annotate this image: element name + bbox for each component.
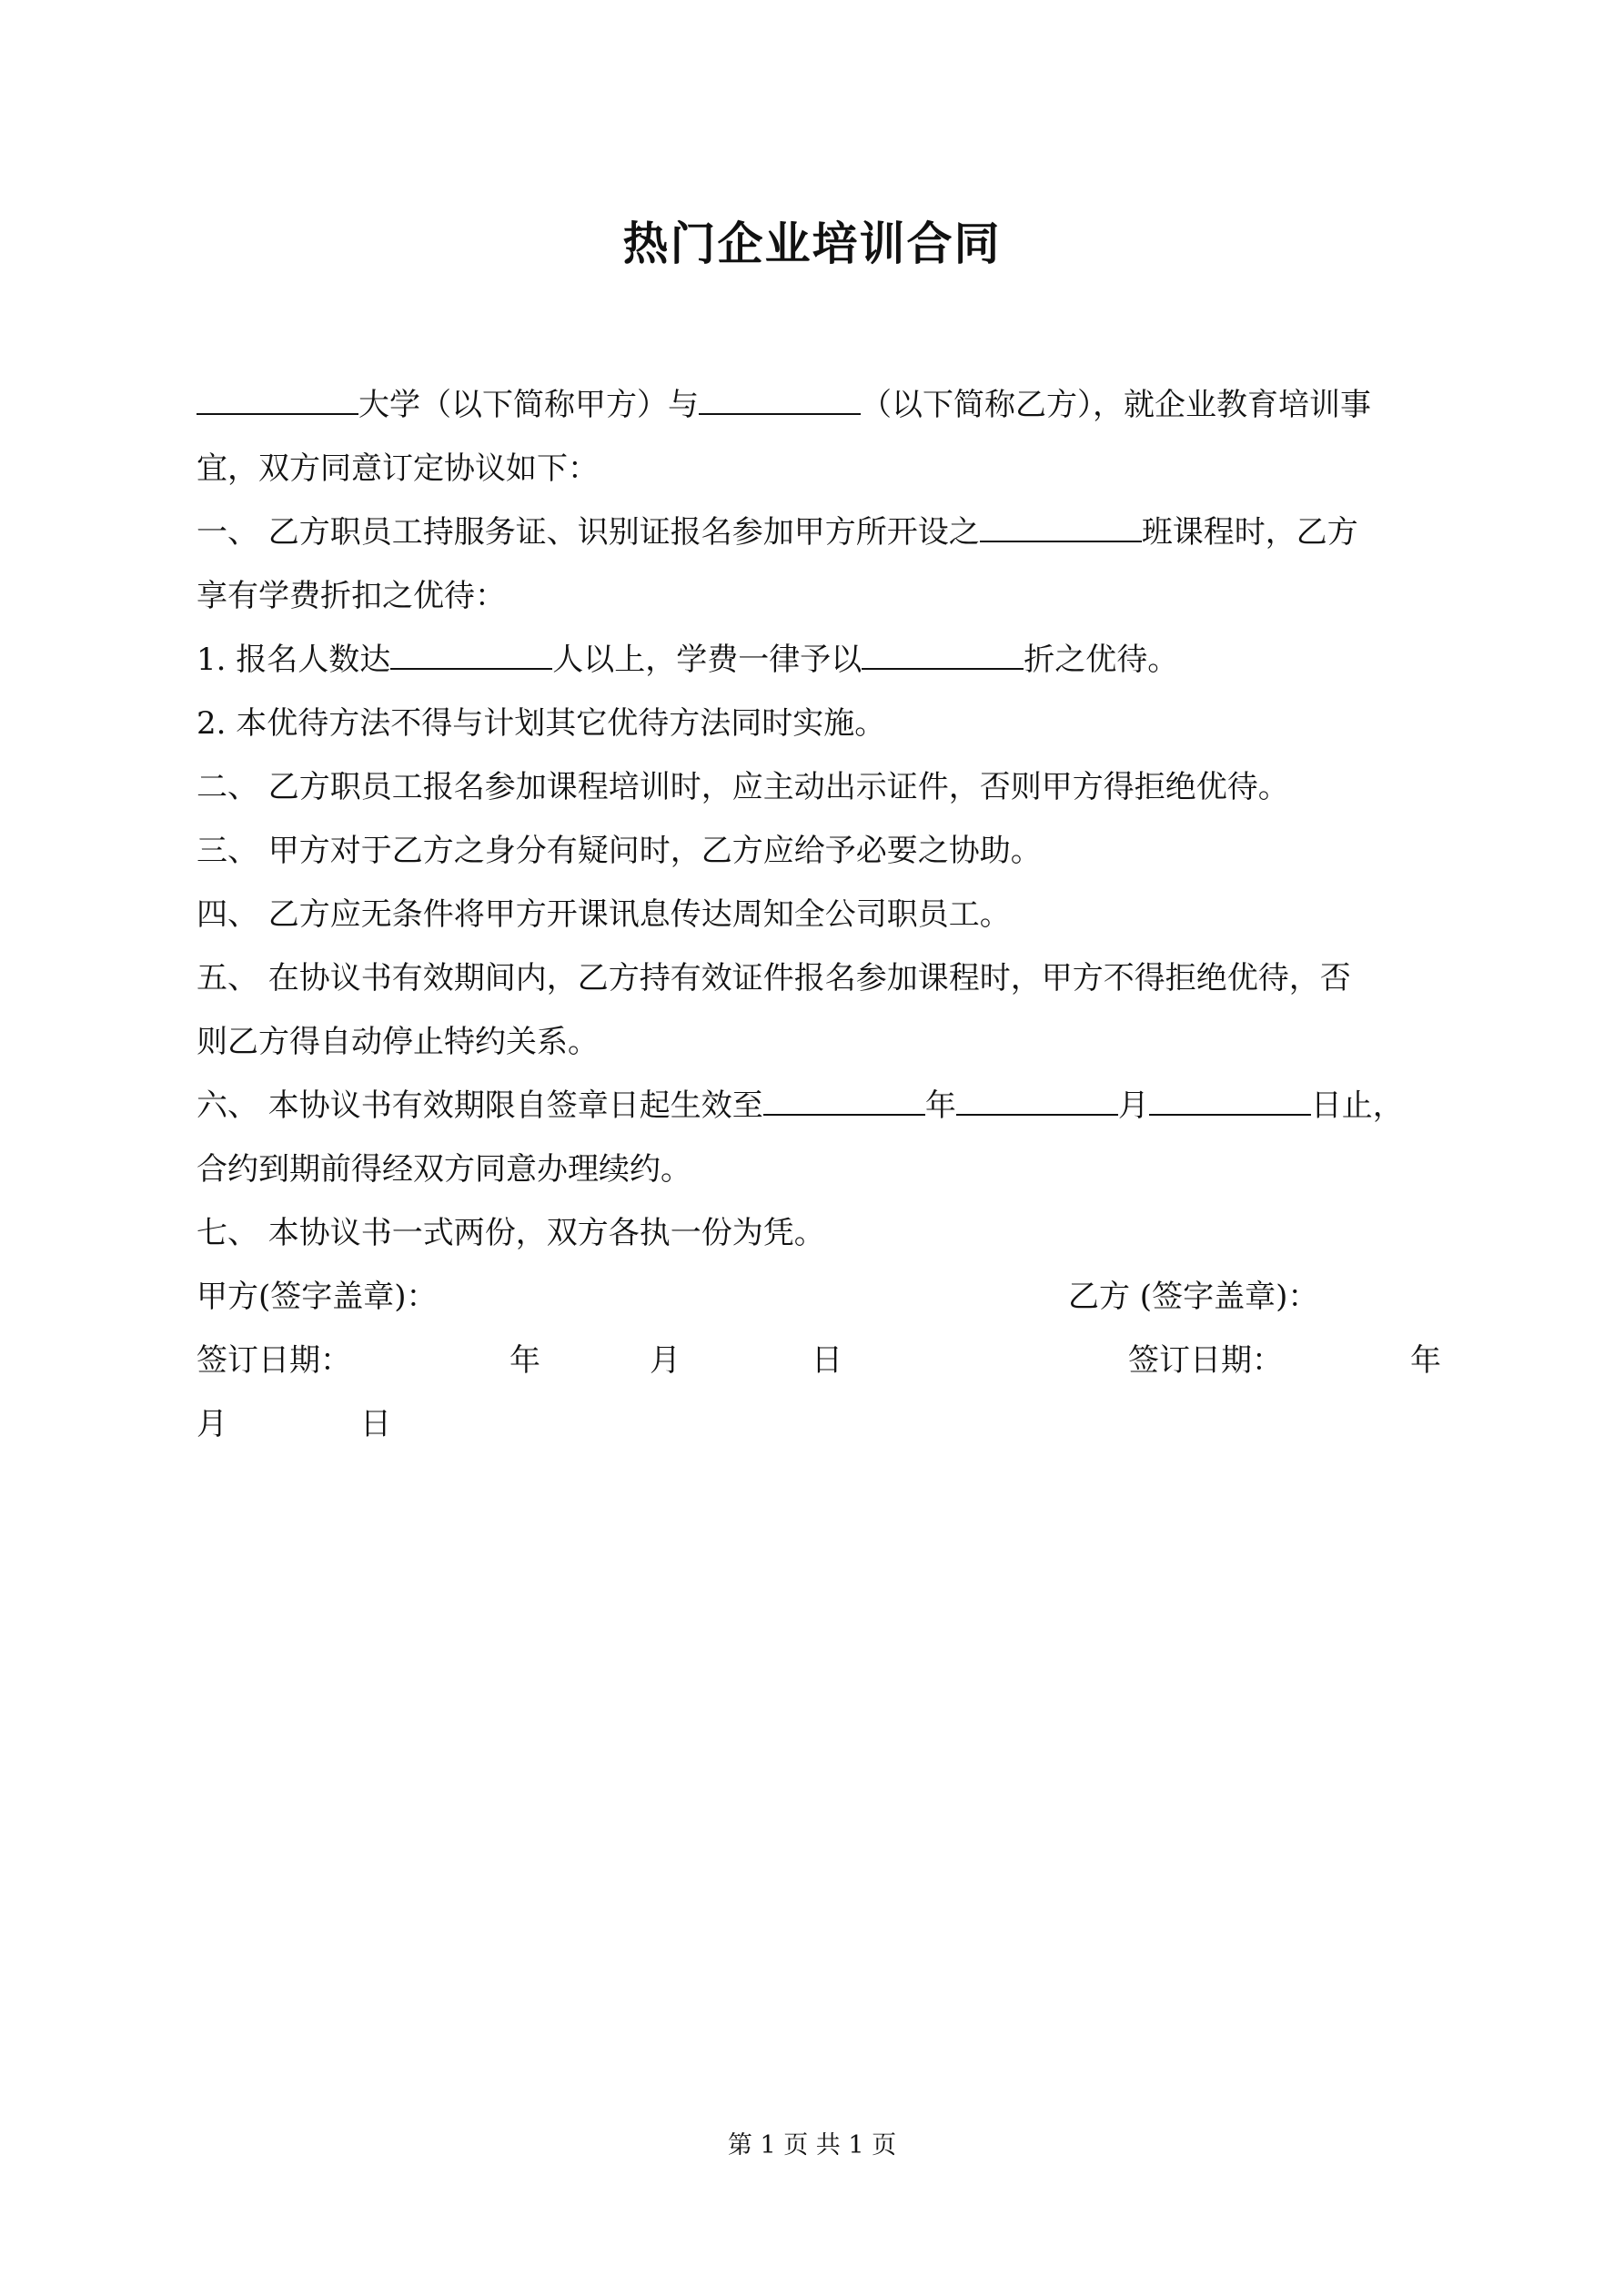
blank-headcount (390, 635, 552, 670)
party-b-date-label: 签订日期： (1128, 1342, 1283, 1379)
item-1-text-1: 1. 报名人数达 (197, 642, 391, 678)
clause-5-text-1: 五、 在协议书有效期间内，乙方持有效证件报名参加课程时，甲方不得拒绝优待，否 (197, 960, 1351, 996)
document-title: 热门企业培训合同 (622, 217, 1002, 270)
party-a-date-label: 签订日期： (197, 1342, 351, 1379)
page-footer: 第 1 页 共 1 页 (727, 2131, 897, 2159)
clause-7-text: 七、 本协议书一式两份，双方各执一份为凭。 (197, 1215, 825, 1251)
intro-line-1 (197, 373, 1443, 437)
clause-7-line (197, 1201, 1443, 1265)
party-b-date-day: 日 (360, 1406, 391, 1442)
document-body (197, 373, 1443, 1456)
clause-5-line-1 (197, 946, 1443, 1010)
item-1-text-2: 人以上，学费一律予以 (552, 642, 862, 678)
clause-4-text: 四、 乙方应无条件将甲方开课讯息传达周知全公司职员工。 (197, 896, 1011, 933)
date-row-continued (197, 1392, 1443, 1456)
intro-text-3: 宜，双方同意订定协议如下： (197, 450, 599, 487)
blank-party-b (699, 380, 861, 415)
clause-6-month: 月 (1117, 1087, 1149, 1124)
intro-text-2: （以下简称乙方），就企业教育培训事 (861, 387, 1371, 423)
clause-6-day: 日止， (1310, 1087, 1404, 1124)
item-1-text-3: 折之优待。 (1024, 642, 1179, 678)
signature-row (197, 1265, 1443, 1329)
clause-2-text: 二、 乙方职员工报名参加课程培训时，应主动出示证件，否则甲方得拒绝优待。 (197, 769, 1289, 805)
item-2-text: 2. 本优待方法不得与计划其它优待方法同时实施。 (197, 705, 886, 742)
blank-day (1149, 1081, 1311, 1116)
clause-3-text: 三、 甲方对于乙方之身分有疑问时，乙方应给予必要之协助。 (197, 833, 1042, 869)
party-a-date-year: 年 (509, 1342, 540, 1379)
party-b-date-month: 月 (197, 1406, 227, 1442)
blank-month (956, 1081, 1118, 1116)
blank-course (980, 508, 1142, 542)
clause-1-text-2: 班课程时，乙方 (1141, 514, 1358, 551)
clause-1-line-2 (197, 564, 1443, 628)
party-b-signature-label: 乙方 (签字盖章)： (1068, 1279, 1319, 1315)
item-2-line (197, 692, 1443, 755)
party-a-date-month: 月 (650, 1342, 681, 1379)
clause-6-text-5: 合约到期前得经双方同意办理续约。 (197, 1151, 691, 1188)
clause-5-line-2 (197, 1010, 1443, 1074)
clause-2-line (197, 755, 1443, 819)
blank-discount (862, 635, 1024, 670)
clause-6-text-1: 六、 本协议书有效期限自签章日起生效至 (197, 1087, 763, 1124)
intro-line-2 (197, 437, 1443, 501)
clause-6-year: 年 (924, 1087, 956, 1124)
party-a-date-day: 日 (812, 1342, 842, 1379)
clause-1-text-1: 一、 乙方职员工持服务证、识别证报名参加甲方所开设之 (197, 514, 980, 551)
party-b-date-year: 年 (1410, 1342, 1441, 1379)
blank-year (763, 1081, 925, 1116)
clause-4-line (197, 883, 1443, 946)
party-a-signature-label: 甲方(签字盖章)： (197, 1279, 438, 1315)
item-1-line (197, 628, 1443, 692)
clause-6-line-1 (197, 1074, 1443, 1138)
date-row (197, 1329, 1443, 1392)
clause-5-text-2: 则乙方得自动停止特约关系。 (197, 1024, 599, 1060)
clause-1-line-1 (197, 501, 1443, 564)
clause-6-line-2 (197, 1138, 1443, 1201)
blank-university (197, 380, 358, 415)
clause-3-line (197, 819, 1443, 883)
intro-text-1: 大学（以下简称甲方）与 (358, 387, 699, 423)
clause-1-text-3: 享有学费折扣之优待： (197, 578, 506, 614)
